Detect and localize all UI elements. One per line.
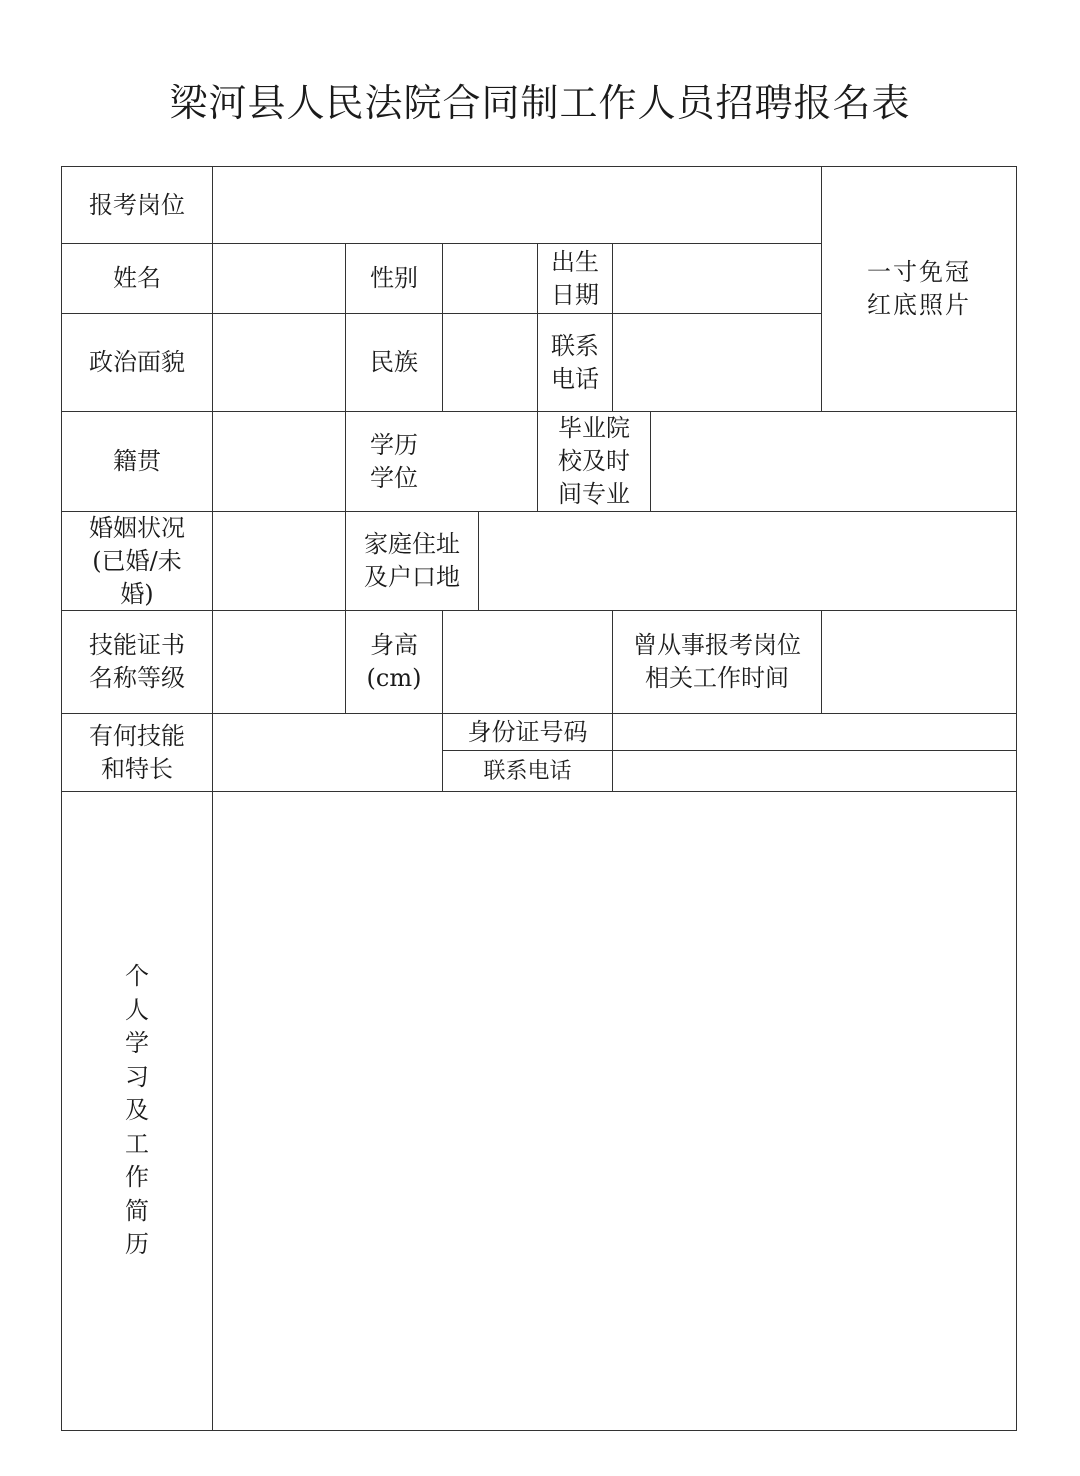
field-resume[interactable]	[213, 792, 1016, 1430]
label-certificate: 技能证书 名称等级	[89, 631, 185, 692]
photo-placeholder: 一寸免冠 红底照片	[867, 258, 971, 319]
field-education[interactable]	[443, 412, 537, 511]
label-gender: 性别	[370, 264, 418, 292]
field-certificate[interactable]	[213, 611, 345, 713]
page-title: 梁河县人民法院合同制工作人员招聘报名表	[169, 81, 911, 125]
label-ethnicity: 民族	[370, 348, 418, 376]
label-height: 身高 (cm)	[366, 631, 422, 692]
field-contact-phone-top[interactable]	[613, 314, 821, 411]
label-position-applied: 报考岗位	[89, 190, 185, 219]
field-political-status[interactable]	[213, 314, 345, 411]
table-border-right	[1016, 166, 1017, 1431]
field-related-work-time[interactable]	[822, 611, 1016, 713]
label-name: 姓名	[113, 264, 161, 292]
label-resume: 个 人 学 习 及 工 作 简 历	[125, 962, 149, 1259]
field-id-number[interactable]	[613, 714, 1016, 750]
label-contact-phone-top: 联系 电话	[551, 331, 599, 393]
label-political-status: 政治面貌	[89, 348, 185, 376]
field-ethnicity[interactable]	[443, 314, 537, 411]
label-birth-date: 出生 日期	[551, 247, 599, 309]
label-education: 学历 学位	[370, 430, 418, 492]
field-contact-phone[interactable]	[613, 751, 1016, 791]
field-birth-date[interactable]	[613, 244, 821, 313]
table-border-bottom	[61, 1430, 1017, 1431]
field-address[interactable]	[479, 512, 1016, 610]
label-graduation: 毕业院 校及时 间专业	[558, 414, 630, 508]
field-native-place[interactable]	[213, 412, 345, 511]
field-height[interactable]	[443, 611, 612, 713]
label-address: 家庭住址 及户口地	[364, 530, 460, 591]
label-marital-status: 婚姻状况 (已婚/未 婚)	[89, 513, 185, 608]
label-skills: 有何技能 和特长	[89, 721, 185, 783]
field-skills[interactable]	[213, 714, 442, 791]
field-marital-status[interactable]	[213, 512, 345, 610]
label-contact-phone: 联系电话	[483, 758, 572, 784]
label-id-number: 身份证号码	[467, 717, 588, 746]
field-name[interactable]	[213, 244, 345, 313]
field-position-applied[interactable]	[213, 167, 821, 243]
field-graduation[interactable]	[651, 412, 1016, 511]
field-gender[interactable]	[443, 244, 537, 313]
label-native-place: 籍贯	[113, 447, 161, 475]
label-related-work-time: 曾从事报考岗位 相关工作时间	[633, 631, 801, 692]
